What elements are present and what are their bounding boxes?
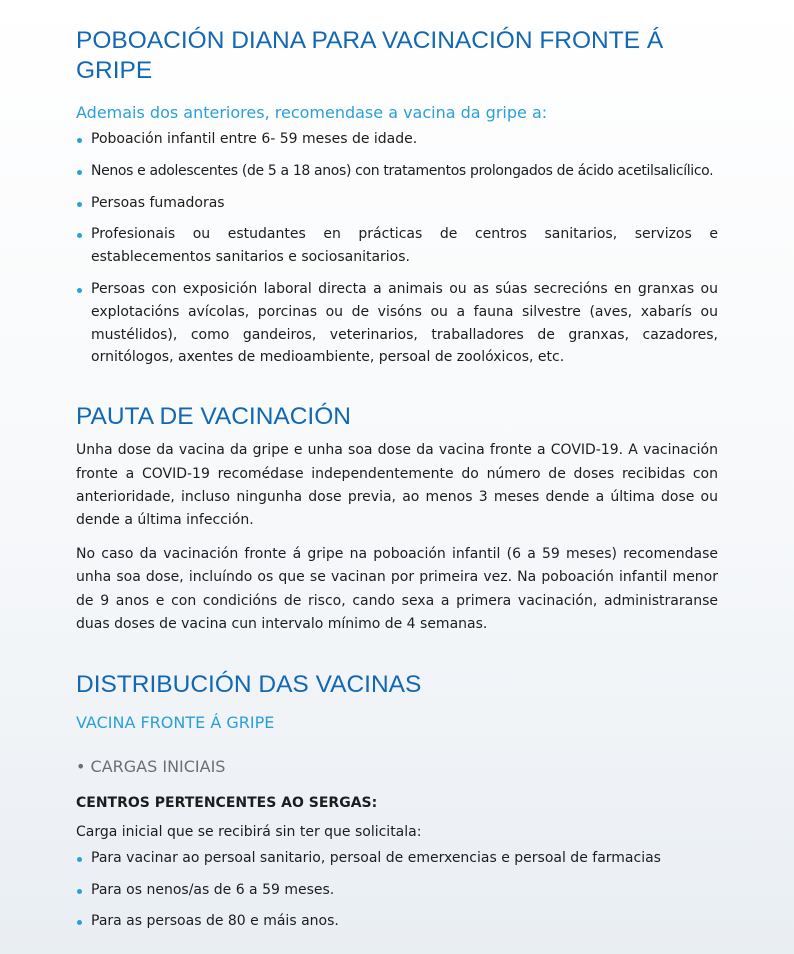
carga-list [76, 847, 718, 933]
section-title-vaccine-distribution: DISTRIBUCIÓN DAS VACINAS [76, 671, 422, 699]
list-item: Para os nenos/as de 6 a 59 meses. [76, 879, 718, 902]
subsection-title: VACINA FRONTE Á GRIPE [76, 713, 275, 733]
paragraph: No caso da vacinación fronte á gripe na poboación infantil (6 a 59 meses) recomendase unha soa dose, incluíndo os que se vacinan por primeira vez. Na poboación infantil menor de 9 anos e con condicións de risco, cando sexa a primera vacinación, administraranse duas doses de vacina cun intervalo mínimo de 4 semanas. [76, 545, 718, 633]
list-item: Persoas fumadoras [76, 192, 718, 215]
section-title-target-population: POBOACIÓN DIANA PARA VACINACIÓN FRONTE Á GRIPE [76, 27, 664, 84]
target-population-list [76, 128, 718, 369]
list-item: Para vacinar ao persoal sanitario, persoal de emerxencias e persoal de farmacias [76, 847, 718, 870]
list-item: Para as persoas de 80 e máis anos. [76, 910, 718, 933]
centros-heading: CENTROS PERTENCENTES AO SERGAS: [76, 795, 378, 812]
cargas-heading: • CARGAS INICIAIS [76, 757, 226, 777]
list-item: Persoas con exposición laboral directa a animais ou as súas secrecións en granxas ou explotacións avícolas, porcinas ou de visóns ou a fauna silvestre (aves, xabarís ou mustélidos), como gandeiros, veterinarios, traballadores de granxas, cazadores, ornitólogos, axentes de medioambiente, persoal de zoolóxicos, etc. [76, 278, 718, 369]
list-item: Poboación infantil entre 6- 59 meses de idade. [76, 128, 718, 151]
paragraph: Unha dose da vacina da gripe e unha soa dose da vacina fronte a COVID-19. A vacinación fronte a COVID-19 recomédase independentemente do número de doses recibidas con anterioridade, incluso ningunha dose previa, ao menos 3 meses dende a última dose ou dende a última infección. [76, 442, 718, 529]
list-item: Nenos e adolescentes (de 5 a 18 anos) con tratamentos prolongados de ácido acetilsalicílico. [76, 160, 718, 183]
section-title-vaccination-schedule: PAUTA DE VACINACIÓN [76, 403, 351, 431]
list-item: Profesionais ou estudantes en prácticas de centros sanitarios, servizos e establecementos sanitarios e sociosanitarios. [76, 223, 718, 269]
carga-paragraph: Carga inicial que se recibirá sin ter que solicitala: [76, 824, 422, 841]
section-intro: Ademais dos anteriores, recomendase a vacina da gripe a: [76, 103, 548, 122]
